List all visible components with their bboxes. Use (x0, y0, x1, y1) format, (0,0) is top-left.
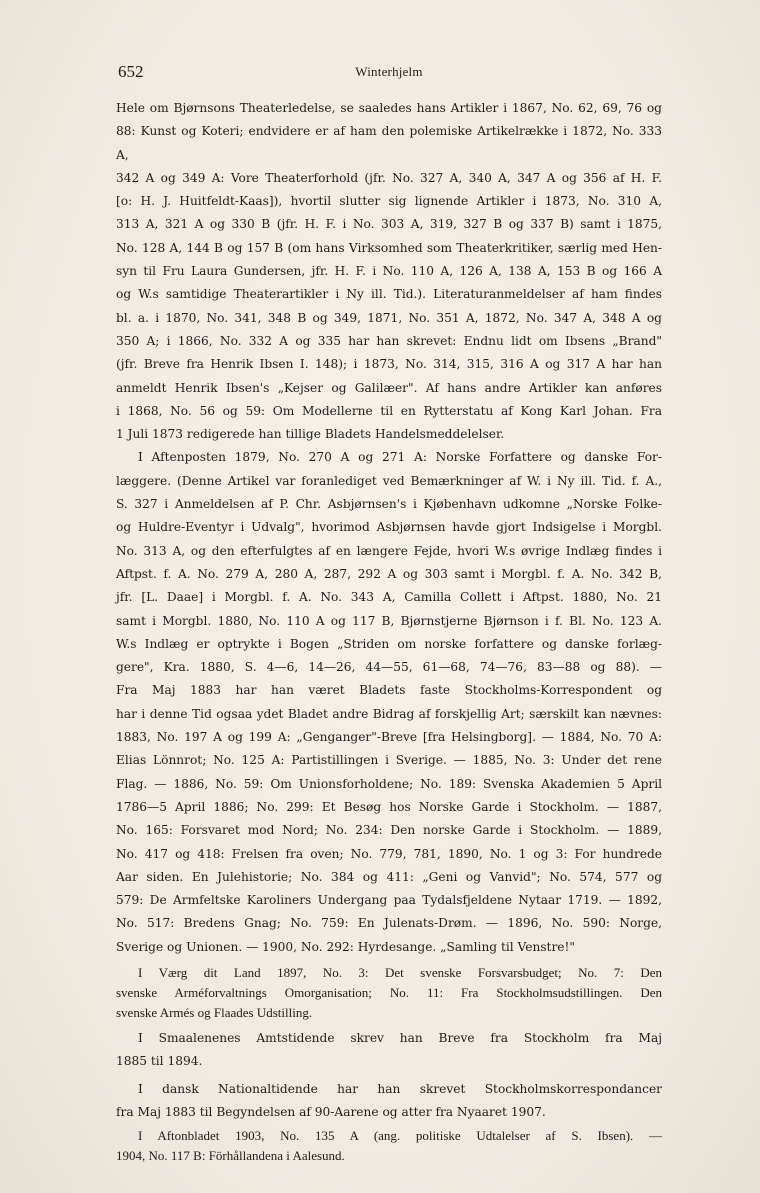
text-line: jfr. [L. Daae] i Morgbl. f. A. No. 343 A, Camilla Collett i Aftpst. 1880, No. 21 (116, 590, 662, 605)
text-line: svenske Arméforvaltnings Omorganisation; No. 11: Fra Stockholmsudstillingen. Den (116, 984, 662, 1000)
text-line: bl. a. i 1870, No. 341, 348 B og 349, 1871, No. 351 A, 1872, No. 347 A, 348 A og (116, 310, 662, 325)
text-line: gere", Kra. 1880, S. 4—6, 14—26, 44—55, 61—68, 74—76, 83—88 og 88). — (116, 660, 662, 675)
text-line: 88: Kunst og Koteri; endvidere er af ham den polemiske Artikelrække i 1872, No. 333 A, (116, 124, 662, 162)
text-line: No. 128 A, 144 B og 157 B (om hans Virksomhed som Theaterkritiker, særlig med Hen- (116, 240, 662, 255)
text-line: (jfr. Breve fra Henrik Ibsen I. 148); i 1873, No. 314, 315, 316 A og 317 A har han (116, 357, 662, 372)
text-line: har i denne Tid ogsaa ydet Bladet andre Bidrag af forskjellig Art; særskilt kan nævnes: (116, 706, 662, 721)
text-line: Elias Lönnrot; No. 125 A: Partistillingen i Sverige. — 1885, No. 3: Under det rene (116, 753, 662, 768)
body-text (116, 97, 662, 1166)
text-line: Sverige og Unionen. — 1900, No. 292: Hyrdesange. „Samling til Venstre!" (116, 939, 575, 954)
text-line: 1904, No. 117 B: Förhållandena i Aalesund. (116, 1148, 345, 1164)
text-line: Aar siden. En Julehistorie; No. 384 og 411: „Geni og Vanvid"; No. 574, 577 og (116, 869, 662, 884)
paragraph-aftenposten (116, 446, 662, 959)
text-line: S. 327 i Anmeldelsen af P. Chr. Asbjørnsen's i Kjøbenhavn udkomne „Norske Folke- (116, 497, 662, 512)
paragraph-vaerg-dit-land (116, 963, 662, 1023)
text-line: Hele om Bjørnsons Theaterledelse, se saaledes hans Artikler i 1867, No. 62, 69, 76 og (116, 101, 662, 115)
text-line: No. 313 A, og den efterfulgtes af en længere Fejde, hvori W.s øvrige Indlæg findes i (116, 543, 662, 558)
text-line: 1885 til 1894. (116, 1054, 203, 1069)
text-line: Flag. — 1886, No. 59: Om Unionsforholdene; No. 189: Svenska Akademien 5 April (116, 776, 662, 791)
text-line: i 1868, No. 56 og 59: Om Modellerne til en Rytterstatu af Kong Karl Johan. Fra (116, 403, 662, 418)
paragraph-nationaltidende (116, 1078, 662, 1125)
text-line: 1786—5 April 1886; No. 299: Et Besøg hos Norske Garde i Stockholm. — 1887, (116, 799, 662, 814)
text-line: og Huldre-Eventyr i Udvalg", hvorimod Asbjørnsen havde gjort Indsigelse i Morgbl. (116, 520, 662, 535)
text-line: anmeldt Henrik Ibsen's „Kejser og Galilæer". Af hans andre Artikler kan anføres (116, 380, 662, 395)
text-line: syn til Fru Laura Gundersen, jfr. H. F. i No. 110 A, 126 A, 138 A, 153 B og 166 A (116, 264, 662, 279)
text-line: No. 165: Forsvaret mod Nord; No. 234: Den norske Garde i Stockholm. — 1889, (116, 823, 662, 838)
text-line: 313 A, 321 A og 330 B (jfr. H. F. i No. 303 A, 319, 327 B og 337 B) samt i 1875, (116, 217, 662, 232)
text-line: I dansk Nationaltidende har han skrevet Stockholmskorrespondancer (138, 1081, 662, 1096)
text-line: W.s Indlæg er optrykte i Bogen „Striden om norske forfattere og danske forlæg- (116, 636, 662, 651)
text-line: 1883, No. 197 A og 199 A: „Genganger"-Breve [fra Helsingborg]. — 1884, No. 70 A: (116, 730, 662, 745)
text-line: Fra Maj 1883 har han været Bladets faste Stockholms-Korrespondent og (116, 683, 662, 698)
text-line: svenske Armés og Flaades Udstilling. (116, 1004, 313, 1020)
text-line: samt i Morgbl. 1880, No. 110 A og 117 B, Bjørnstjerne Bjørnson i f. Bl. No. 123 A. (116, 613, 662, 628)
text-line: og W.s samtidige Theaterartikler i Ny ill. Tid.). Literaturanmeldelser af ham findes (116, 287, 662, 302)
page-number: 652 (118, 62, 144, 81)
text-line: [o: H. J. Huitfeldt-Kaas]), hvortil slutter sig lignende Artikler i 1873, No. 310 A, (116, 194, 662, 209)
text-line: fra Maj 1883 til Begyndelsen af 90-Aarene og atter fra Nyaaret 1907. (116, 1104, 546, 1119)
text-line: Aftpst. f. A. No. 279 A, 280 A, 287, 292 A og 303 samt i Morgbl. f. A. No. 342 B, (116, 566, 662, 581)
text-line: 1 Juli 1873 redigerede han tillige Bladets Handelsmeddelelser. (116, 427, 505, 442)
paragraph-aftonbladet (116, 1126, 662, 1166)
page-header (118, 62, 660, 82)
text-line: I Smaalenenes Amtstidende skrev han Breve fra Stockholm fra Maj (138, 1030, 662, 1045)
text-line: I Aftenposten 1879, No. 270 A og 271 A: Norske Forfattere og danske For- (138, 450, 662, 465)
running-head: Winterhjelm (355, 64, 423, 79)
text-line: 579: De Armfeltske Karoliners Undergang paa Tydalsfjeldene Nytaar 1719. — 1892, (116, 893, 662, 908)
text-line: 342 A og 349 A: Vore Theaterforhold (jfr. No. 327 A, 340 A, 347 A og 356 af H. F. (116, 170, 662, 185)
text-line: 350 A; i 1866, No. 332 A og 335 har han skrevet: Endnu lidt om Ibsens „Brand" (116, 333, 662, 348)
text-line: I Værg dit Land 1897, No. 3: Det svenske Forsvarsbudget; No. 7: Den (138, 964, 662, 980)
paragraph-bjornson-theater (116, 97, 662, 446)
text-line: læggere. (Denne Artikel var foranlediget ved Bemærkninger af W. i Ny ill. Tid. f. A., (116, 473, 662, 488)
text-line: No. 517: Bredens Gnag; No. 759: En Julenats-Drøm. — 1896, No. 590: Norge, (116, 916, 662, 931)
paragraph-smaalenenes (116, 1027, 662, 1074)
text-line: No. 417 og 418: Frelsen fra oven; No. 779, 781, 1890, No. 1 og 3: For hundrede (116, 846, 662, 861)
text-line: I Aftonbladet 1903, No. 135 A (ang. politiske Udtalelser af S. Ibsen). — (138, 1128, 662, 1144)
